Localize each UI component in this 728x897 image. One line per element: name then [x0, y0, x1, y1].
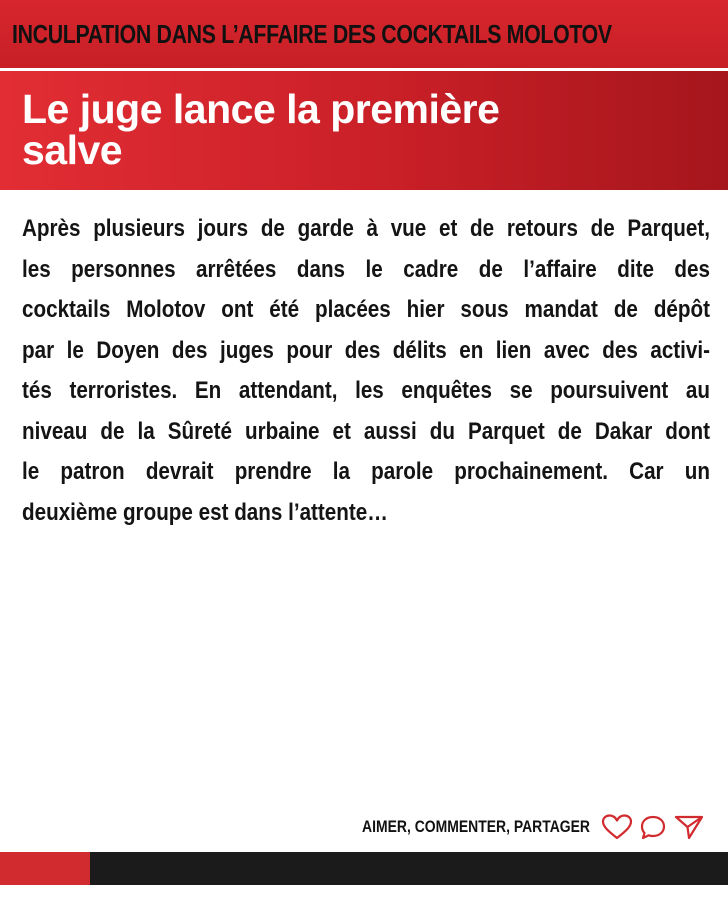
- body-line: cocktails Molotov ont été placées hier sous mandat de dépôt: [22, 296, 710, 323]
- body-line: niveau de la Sûreté urbaine et aussi du Parquet de Dakar dont: [22, 417, 710, 445]
- footer-bar: [90, 852, 728, 885]
- comment-icon[interactable]: [636, 813, 670, 841]
- share-icon[interactable]: [672, 813, 706, 841]
- headline-line: salve: [22, 127, 123, 173]
- body-line: le patron devrait prendre la parole prochainement. Car un: [22, 458, 710, 485]
- body-line: par le Doyen des juges pour des délits en lien avec des activi-: [22, 336, 710, 364]
- body-line: deuxième groupe est dans l’attente…: [22, 498, 388, 526]
- article-body: [22, 209, 710, 533]
- body-line: tés terroristes. En attendant, les enquêtes se poursuivent au: [22, 377, 710, 404]
- body-line: Après plusieurs jours de garde à vue et de retours de Parquet,: [22, 215, 710, 242]
- social-label: AIMER, COMMENTER, PARTAGER: [362, 817, 590, 836]
- social-actions: [312, 812, 706, 842]
- headline-block: [0, 71, 728, 190]
- kicker-bar: [0, 0, 728, 68]
- footer-accent: [0, 852, 90, 885]
- headline-line: Le juge lance la première: [22, 86, 500, 132]
- heart-icon[interactable]: [600, 813, 634, 841]
- headline: [22, 86, 702, 173]
- kicker-title: INCULPATION DANS L’AFFAIRE DES COCKTAILS MOLOTOV: [12, 19, 612, 49]
- body-line: les personnes arrêtées dans le cadre de l’affaire dite des: [22, 255, 710, 283]
